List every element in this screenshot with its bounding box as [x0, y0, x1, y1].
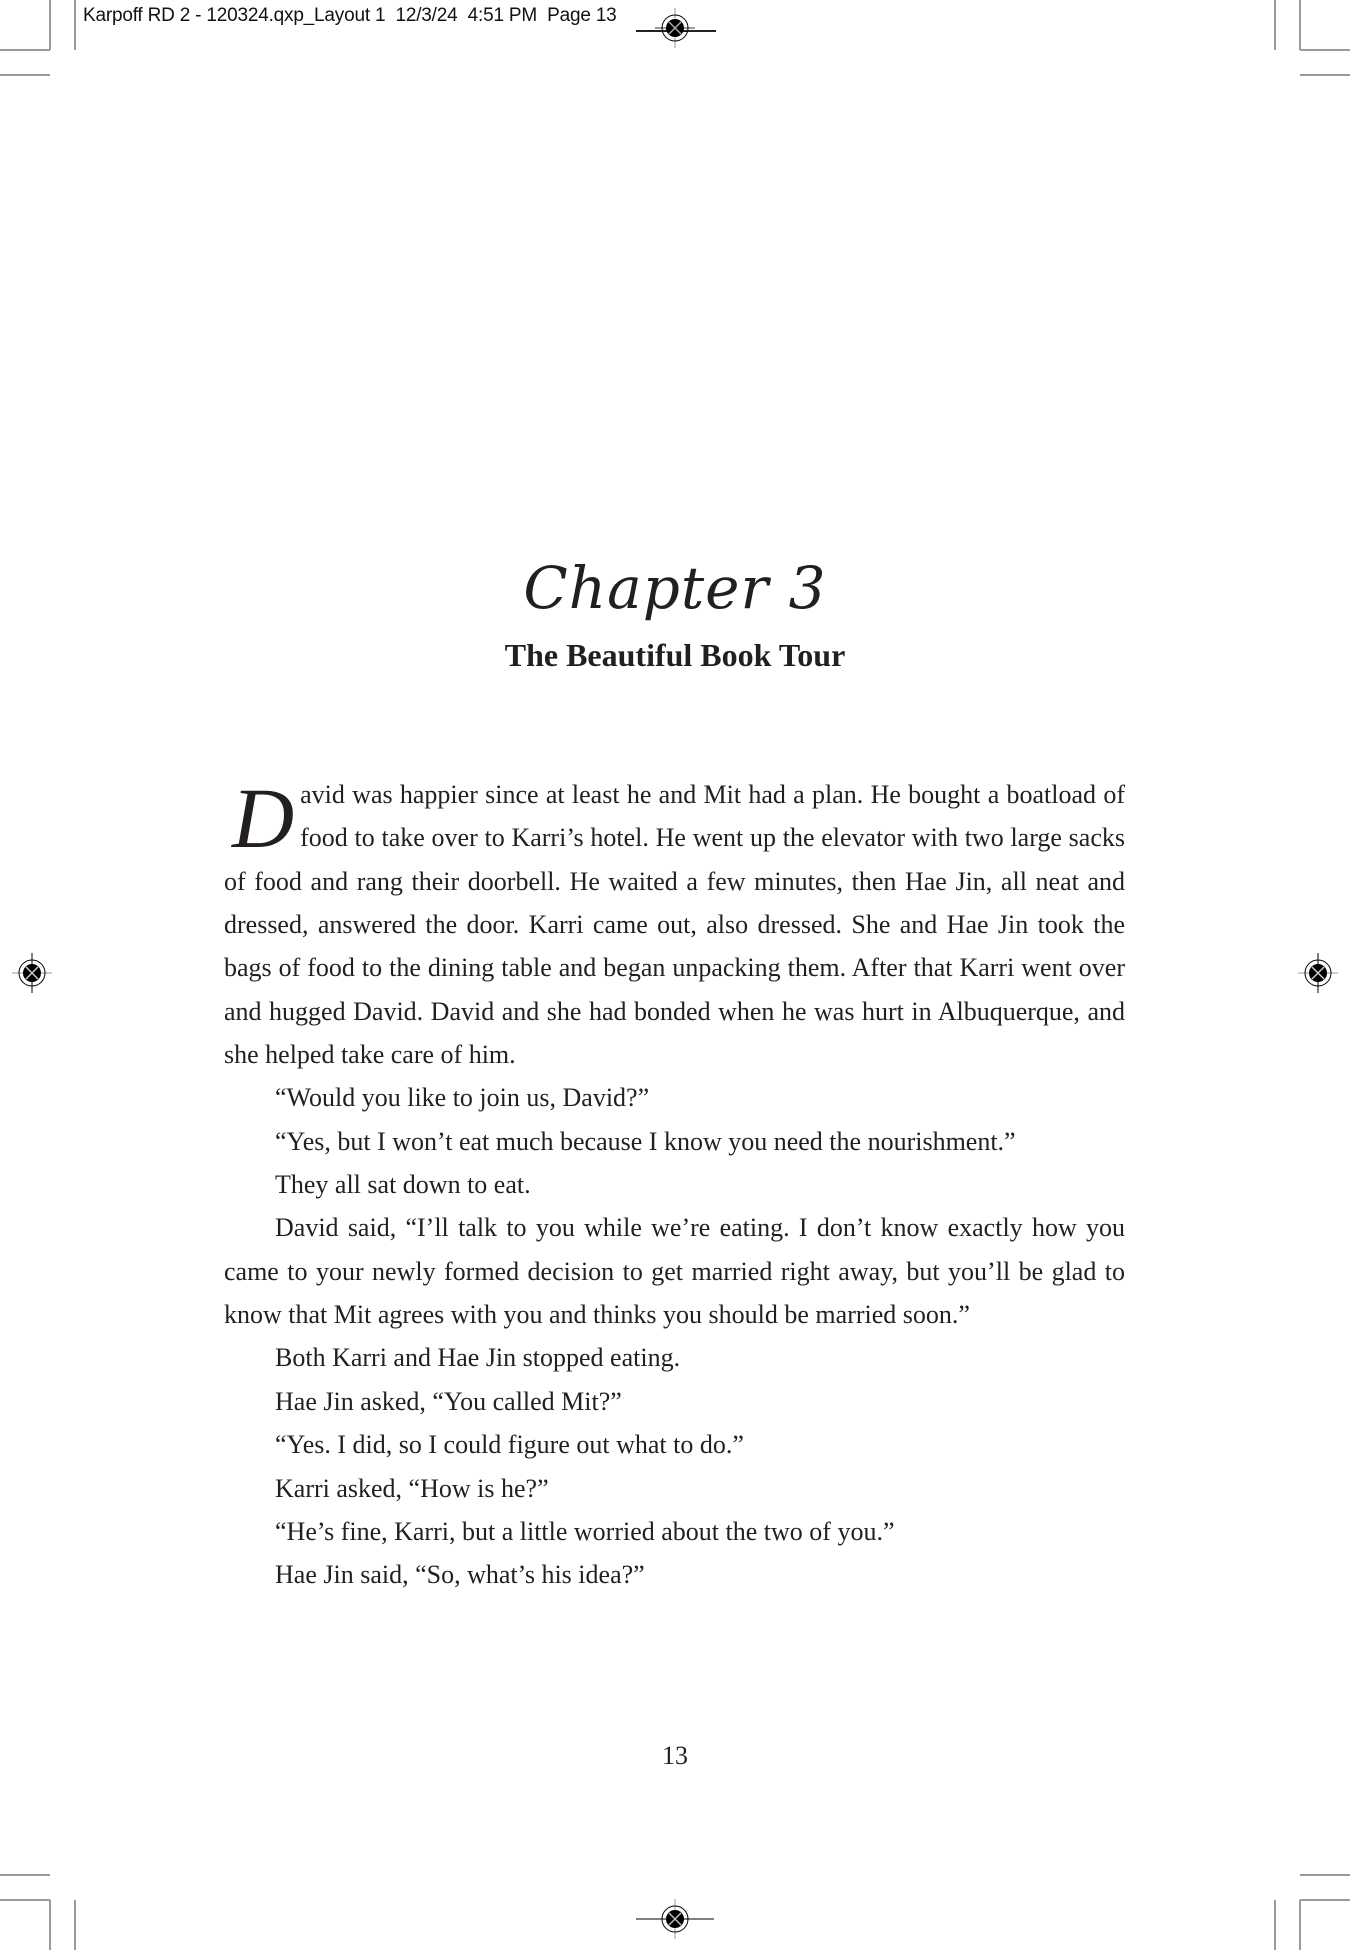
registration-mark-right-icon	[1298, 953, 1338, 993]
opening-paragraph	[224, 770, 1125, 1076]
paragraph: Hae Jin asked, “You called Mit?”	[275, 1386, 622, 1416]
paragraph: Hae Jin said, “So, what’s his idea?”	[275, 1560, 645, 1590]
paragraph: “Yes. I did, so I could figure out what to do.”	[275, 1430, 744, 1460]
drop-cap: D	[232, 770, 295, 866]
paragraph: Karri asked, “How is he?”	[275, 1473, 549, 1503]
paragraph: They all sat down to eat.	[275, 1170, 531, 1200]
chapter-title: Chapter 3	[523, 553, 827, 622]
paragraph: David said, “I’ll talk to you while we’re eating. I don’t know exactly how you came to your newly formed decision to get married right away, but you’ll be glad to know that Mit agrees with you and thinks you should be married soon.”	[224, 1213, 1125, 1330]
registration-mark-bottom-icon	[636, 1899, 714, 1939]
chapter-body	[224, 770, 1125, 1597]
registration-mark-left-icon	[12, 953, 52, 993]
print-slug: Karpoff RD 2 - 120324.qxp_Layout 1 12/3/24 4:51 PM Page 13	[83, 5, 617, 26]
paragraph: “Yes, but I won’t eat much because I know you need the nourishment.”	[275, 1126, 1016, 1156]
paragraph: “Would you like to join us, David?”	[275, 1083, 650, 1113]
paragraph-text: avid was happier since at least he and Mit had a plan. He bought a boatload of food to take over to Karri’s hotel. He went up the elevator with two large sacks of food and rang their doorbell. He waited a few minutes, then Hae Jin, all neat and dressed, answered the door. Karri came out, also dressed. She and Hae Jin took the bags of food to the dining table and began unpacking them. After that Karri went over and hugged David. David and she had bonded when he was hurt in Albuquerque, and she helped take care of him.	[224, 780, 1125, 1070]
registration-mark-top-icon	[655, 8, 695, 48]
paragraph: “He’s fine, Karri, but a little worried about the two of you.”	[275, 1516, 895, 1546]
page-number: 13	[662, 1741, 688, 1770]
paragraph: Both Karri and Hae Jin stopped eating.	[275, 1343, 681, 1373]
chapter-subtitle: The Beautiful Book Tour	[504, 636, 846, 673]
